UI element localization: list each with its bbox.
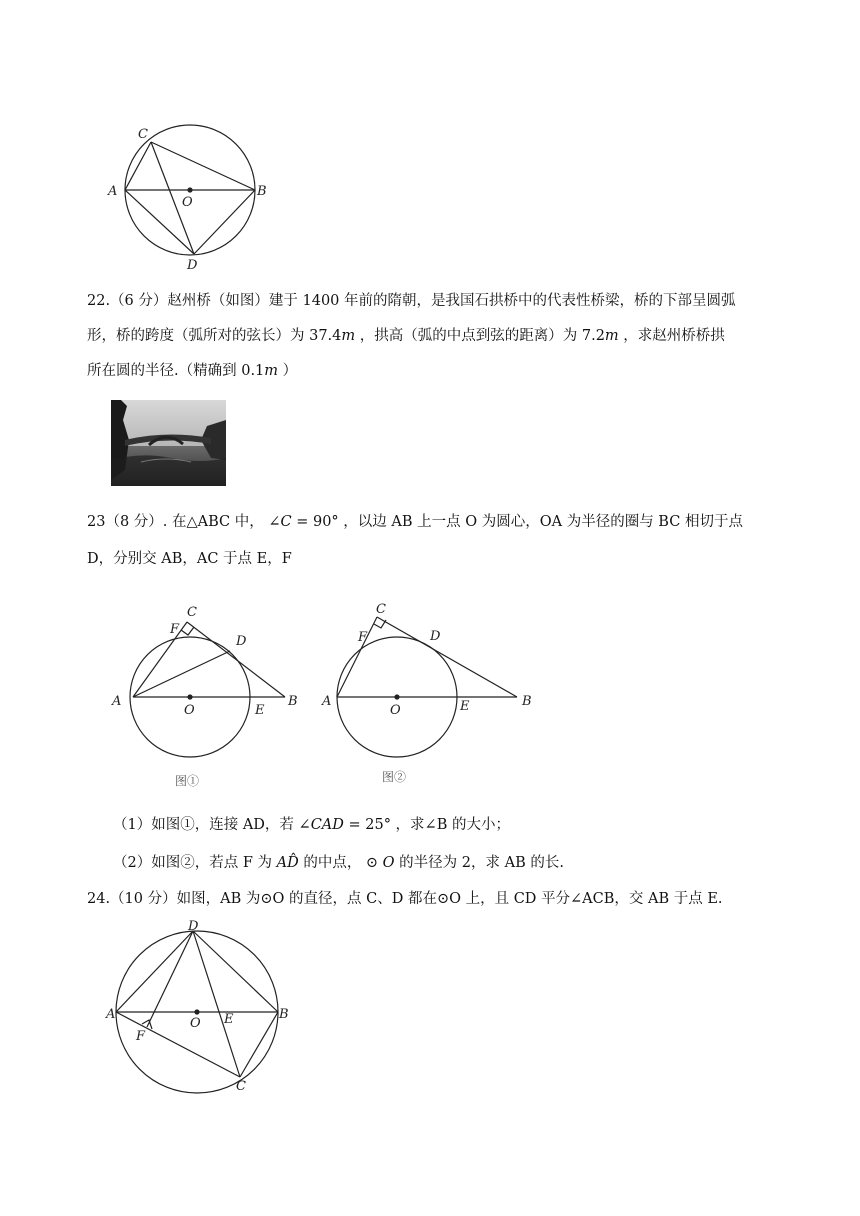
fig2-label-a: A [322, 694, 332, 709]
q23-part-2: （2）如图②，若点 F 为 𝐴𝐷̂ 的中点， ⊙ 𝑂 的半径为 2，求 AB 的长. [113, 855, 564, 871]
label-b: B [257, 184, 267, 199]
q23-line-2: D，分别交 AB，AC 于点 E，F [87, 551, 292, 567]
fig1-label-f: F [170, 622, 180, 637]
fig1-label-e: E [255, 703, 265, 718]
q24-label-o: O [190, 1016, 201, 1031]
label-o: O [182, 195, 193, 210]
fig1-label-c: C [187, 605, 197, 620]
q24-line-1: 24.（10 分）如图，AB 为⊙O 的直径，点 C、D 都在⊙O 上，且 CD 平分∠ACB，交 AB 于点 E. [87, 891, 723, 907]
fig2-label-e: E [460, 699, 470, 714]
fig2-caption: 图② [382, 770, 407, 784]
label-a: A [108, 184, 118, 199]
q24-label-a: A [106, 1007, 116, 1022]
circle-figure-abcd [100, 118, 280, 276]
fig2-label-b: B [522, 694, 532, 709]
fig1-caption: 图① [175, 774, 200, 788]
q24-label-c: C [236, 1079, 246, 1094]
q22-line-1: 22.（6 分）赵州桥（如图）建于 1400 年前的隋朝，是我国石拱桥中的代表性桥梁，桥的下部呈圆弧 [87, 293, 736, 309]
q24-label-d: D [188, 919, 199, 934]
fig1-label-o: O [184, 703, 195, 718]
fig2-label-d: D [430, 629, 441, 644]
q23-line-1: 23（8 分）. 在△ABC 中， ∠𝐶 = 90° ，以边 AB 上一点 O 为圆心，OA 为半径的圈与 BC 相切于点 [87, 514, 743, 530]
zhaozhou-bridge-photo [111, 400, 226, 486]
label-d: D [187, 258, 198, 273]
q22-line-3: 所在圆的半径.（精确到 0.1𝑚 ） [87, 363, 298, 379]
q24-label-f: F [136, 1029, 146, 1044]
label-c: C [138, 127, 148, 142]
fig1-label-d: D [236, 634, 247, 649]
fig2-label-f: F [358, 630, 368, 645]
figure-q24 [100, 915, 300, 1095]
figure-1 [105, 595, 310, 795]
figure-2 [320, 595, 540, 790]
fig1-label-a: A [112, 694, 122, 709]
q22-line-2: 形，桥的跨度（弧所对的弦长）为 37.4𝑚 ，拱高（弧的中点到弦的距离）为 7.2𝑚 ，求赵州桥桥拱 [87, 328, 725, 344]
q23-part-1: （1）如图①，连接 AD，若 ∠𝐶𝐴𝐷 = 25° ，求∠B 的大小； [113, 817, 510, 833]
fig1-label-b: B [288, 694, 298, 709]
fig2-label-c: C [376, 602, 386, 617]
fig2-label-o: O [390, 703, 401, 718]
q24-label-b: B [279, 1007, 289, 1022]
q24-label-e: E [224, 1012, 234, 1027]
